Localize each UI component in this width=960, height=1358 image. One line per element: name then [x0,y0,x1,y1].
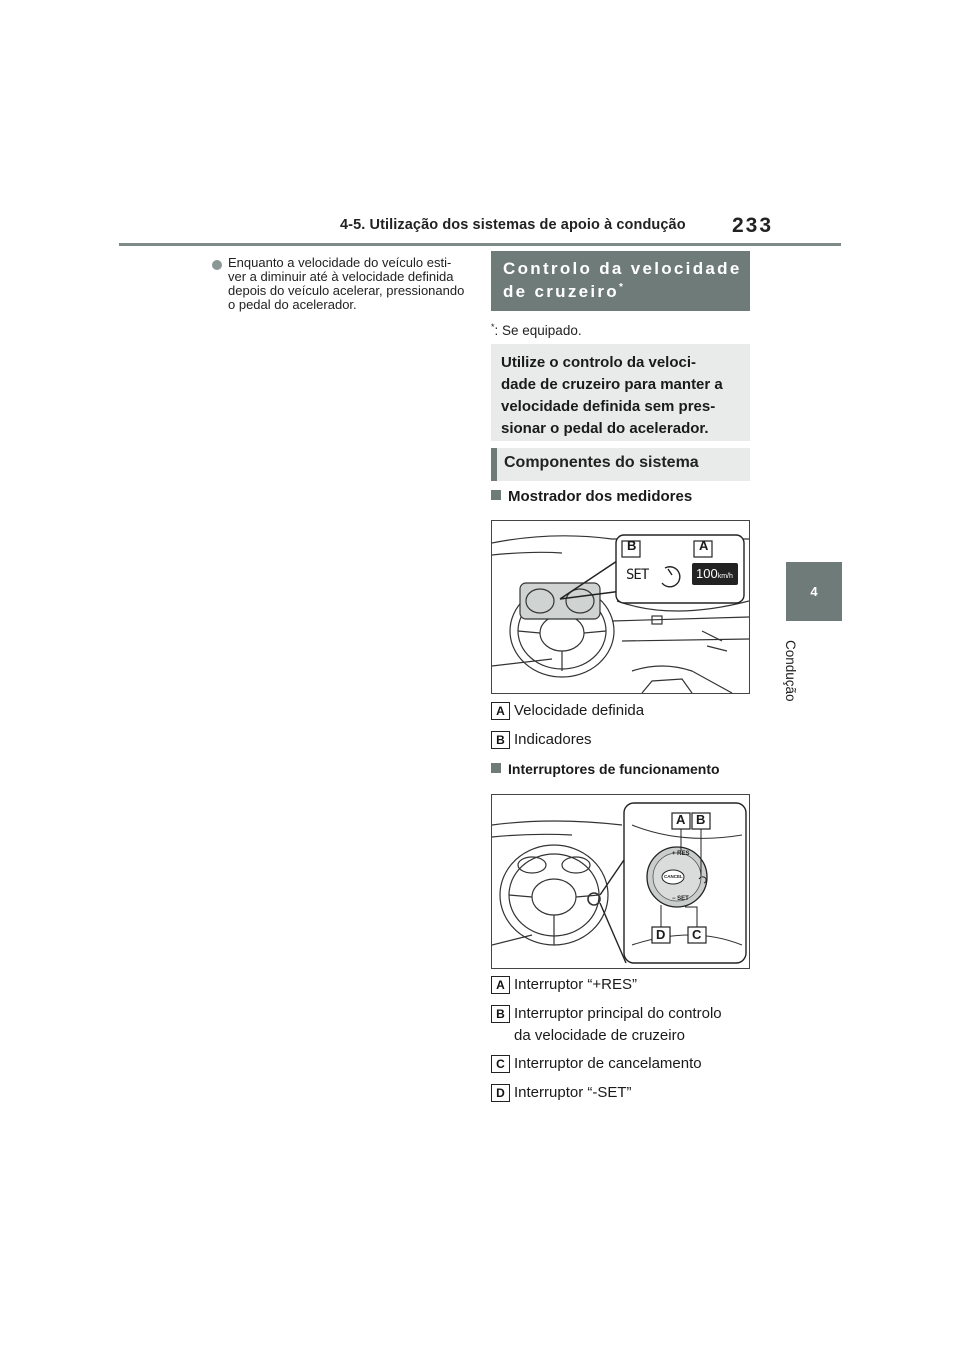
banner-title-line1: Controlo da velocidade [503,259,742,278]
switch-item-b [491,1005,722,1044]
bullet-icon [212,260,222,270]
meter-item-a [491,702,645,720]
figure-label-a: A [699,538,709,553]
chapter-tab[interactable]: 4 [786,562,842,621]
cancel-switch-label[interactable]: CANCEL [664,874,683,879]
item-label: D [491,1084,510,1102]
item-text: Interruptor principal do controlo [514,1005,722,1022]
section-title: 4-5. Utilização dos sistemas de apoio à condução [340,217,686,233]
footnote [491,322,582,338]
intro-line: sionar o pedal do acelerador. [501,420,709,437]
footnote-mark: * [491,322,495,332]
meter-display-heading [491,488,692,505]
meter-item-b [491,731,592,749]
item-text: Velocidade definida [514,702,645,719]
figure-label-b: B [696,812,706,827]
set-switch-label[interactable]: − SET [672,896,689,902]
components-heading [491,448,750,481]
res-switch-label[interactable]: + RES [672,851,690,857]
switches-heading-text: Interruptores de funcionamento [508,761,720,777]
figure-label-c: C [692,927,702,942]
intro-line: velocidade definida sem pres- [501,398,716,415]
figure-label-b: B [627,538,637,553]
switches-heading [491,761,720,777]
page-number: 233 [732,214,774,237]
square-bullet-icon [491,490,501,500]
chapter-label [760,640,820,710]
item-label: A [491,976,510,994]
item-text: da velocidade de cruzeiro [514,1027,685,1044]
meter-display-heading-text: Mostrador dos medidores [508,488,693,505]
item-label: B [491,731,510,749]
item-label: A [491,702,510,720]
intro-box [491,344,750,441]
components-accent-bar [491,448,497,481]
figure-label-a: A [676,812,686,827]
speed-unit: km/h [717,573,733,580]
bullet-line: o pedal do acelerador. [228,297,357,312]
bullet-line: ver a diminuir até à velocidade definida [228,269,454,284]
banner-title-line2 [503,282,623,302]
steering-switch-illustration [492,795,749,968]
header-rule [119,243,841,246]
switch-item-d [491,1084,632,1102]
banner-title-text: de cruzeiro [503,282,619,301]
dashboard-illustration [492,521,749,693]
intro-line: Utilize o controlo da veloci- [501,354,697,371]
figure-label-d: D [656,927,666,942]
bullet-paragraph [228,256,468,312]
meter-display-figure [491,520,750,694]
section-banner [491,251,750,311]
bullet-line: depois do veículo acelerar, pressionando [228,283,465,298]
intro-line: dade de cruzeiro para manter a [501,376,723,393]
item-label: C [491,1055,510,1073]
item-text: Interruptor “-SET” [514,1084,632,1101]
square-bullet-icon [491,763,501,773]
banner-title-mark: * [619,282,623,293]
item-text: Interruptor de cancelamento [514,1055,702,1072]
item-text: Indicadores [514,731,592,748]
set-indicator: SET [626,567,649,583]
set-speed-readout [696,566,733,581]
chapter-label-text: Condução [783,640,798,702]
item-label: B [491,1005,510,1023]
switch-item-c [491,1055,702,1073]
item-text: Interruptor “+RES” [514,976,637,993]
footnote-text: : Se equipado. [494,323,582,338]
switches-figure [491,794,750,969]
speed-value: 100 [696,566,718,581]
bullet-line: Enquanto a velocidade do veículo esti- [228,255,452,270]
components-title: Componentes do sistema [504,454,699,471]
switch-item-a [491,976,637,994]
